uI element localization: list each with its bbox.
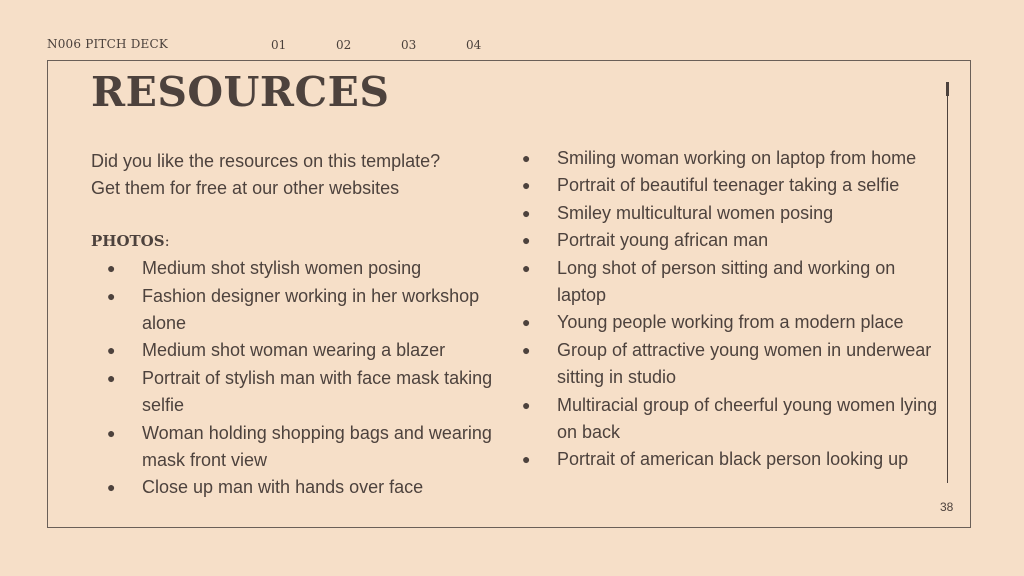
list-item[interactable] bbox=[520, 446, 940, 473]
nav-item-03[interactable]: 03 bbox=[401, 38, 417, 52]
intro-text bbox=[91, 148, 501, 203]
list-item[interactable] bbox=[520, 309, 940, 336]
nav-item-01[interactable]: 01 bbox=[271, 38, 287, 52]
list-item[interactable] bbox=[91, 365, 501, 420]
slide-title: RESOURCES bbox=[91, 68, 390, 116]
bullet-icon: ● bbox=[107, 287, 116, 304]
nav-item-02[interactable]: 02 bbox=[336, 38, 352, 52]
scroll-thumb[interactable] bbox=[946, 82, 949, 96]
list-item[interactable] bbox=[520, 172, 940, 199]
list-item[interactable] bbox=[91, 283, 501, 338]
bullet-icon: ● bbox=[522, 451, 531, 468]
list-item[interactable] bbox=[91, 420, 501, 475]
list-item-text: Portrait young african man bbox=[557, 230, 769, 251]
bullet-icon: ● bbox=[522, 341, 531, 358]
bullet-icon: ● bbox=[107, 369, 116, 386]
list-item-text: Portrait of beautiful teenager taking a selfie bbox=[557, 175, 900, 196]
bullet-icon: ● bbox=[522, 396, 531, 413]
list-item[interactable] bbox=[91, 255, 501, 282]
intro-line-1: Did you like the resources on this template? bbox=[91, 151, 441, 171]
photos-heading bbox=[91, 228, 501, 255]
right-column bbox=[520, 145, 940, 474]
bullet-icon: ● bbox=[522, 259, 531, 276]
scroll-track[interactable] bbox=[947, 83, 948, 483]
bullet-icon: ● bbox=[107, 479, 116, 496]
list-item-text: Smiley multicultural women posing bbox=[557, 202, 834, 223]
left-column bbox=[91, 148, 501, 502]
list-item-text: Medium shot woman wearing a blazer bbox=[142, 340, 446, 361]
page-number: 38 bbox=[940, 500, 954, 514]
photos-heading-label: PHOTOS bbox=[91, 231, 165, 250]
list-item-text: Smiling woman working on laptop from home bbox=[557, 148, 917, 168]
list-item[interactable] bbox=[520, 227, 940, 254]
list-item[interactable] bbox=[91, 337, 501, 364]
nav-item-04[interactable]: 04 bbox=[466, 38, 482, 52]
bullet-icon: ● bbox=[107, 260, 116, 277]
list-item-text: Portrait of stylish man with face mask taking selfie bbox=[142, 367, 493, 416]
bullet-icon: ● bbox=[522, 232, 531, 249]
list-item-text: Long shot of person sitting and working on laptop bbox=[557, 257, 896, 306]
list-item[interactable] bbox=[520, 337, 940, 392]
deck-title: N006 PITCH DECK bbox=[47, 37, 169, 51]
list-item-text: Young people working from a modern place bbox=[557, 312, 904, 333]
list-item[interactable] bbox=[520, 392, 940, 447]
list-item[interactable] bbox=[520, 255, 940, 310]
bullet-icon: ● bbox=[522, 204, 531, 221]
list-item-text: Portrait of american black person looking up bbox=[557, 449, 909, 470]
photos-heading-colon: : bbox=[164, 231, 170, 250]
bullet-icon: ● bbox=[522, 314, 531, 331]
list-item[interactable] bbox=[91, 474, 501, 501]
list-item[interactable] bbox=[520, 200, 940, 227]
bullet-icon: ● bbox=[522, 177, 531, 194]
bullet-icon: ● bbox=[522, 150, 531, 166]
list-item-text: Multiracial group of cheerful young women lying on back bbox=[557, 394, 938, 443]
list-item-text: Group of attractive young women in underwear sitting in studio bbox=[557, 339, 932, 388]
list-item-text: Woman holding shopping bags and wearing mask front view bbox=[142, 422, 492, 471]
list-item-text: Fashion designer working in her workshop alone bbox=[142, 285, 480, 334]
photos-list-right bbox=[520, 145, 940, 474]
bullet-icon: ● bbox=[107, 342, 116, 359]
list-item-text: Medium shot stylish women posing bbox=[142, 258, 422, 279]
list-item[interactable] bbox=[520, 145, 940, 172]
intro-line-2: Get them for free at our other websites bbox=[91, 178, 400, 199]
list-item-text: Close up man with hands over face bbox=[142, 477, 424, 498]
bullet-icon: ● bbox=[107, 424, 116, 441]
photos-list-left bbox=[91, 255, 501, 502]
